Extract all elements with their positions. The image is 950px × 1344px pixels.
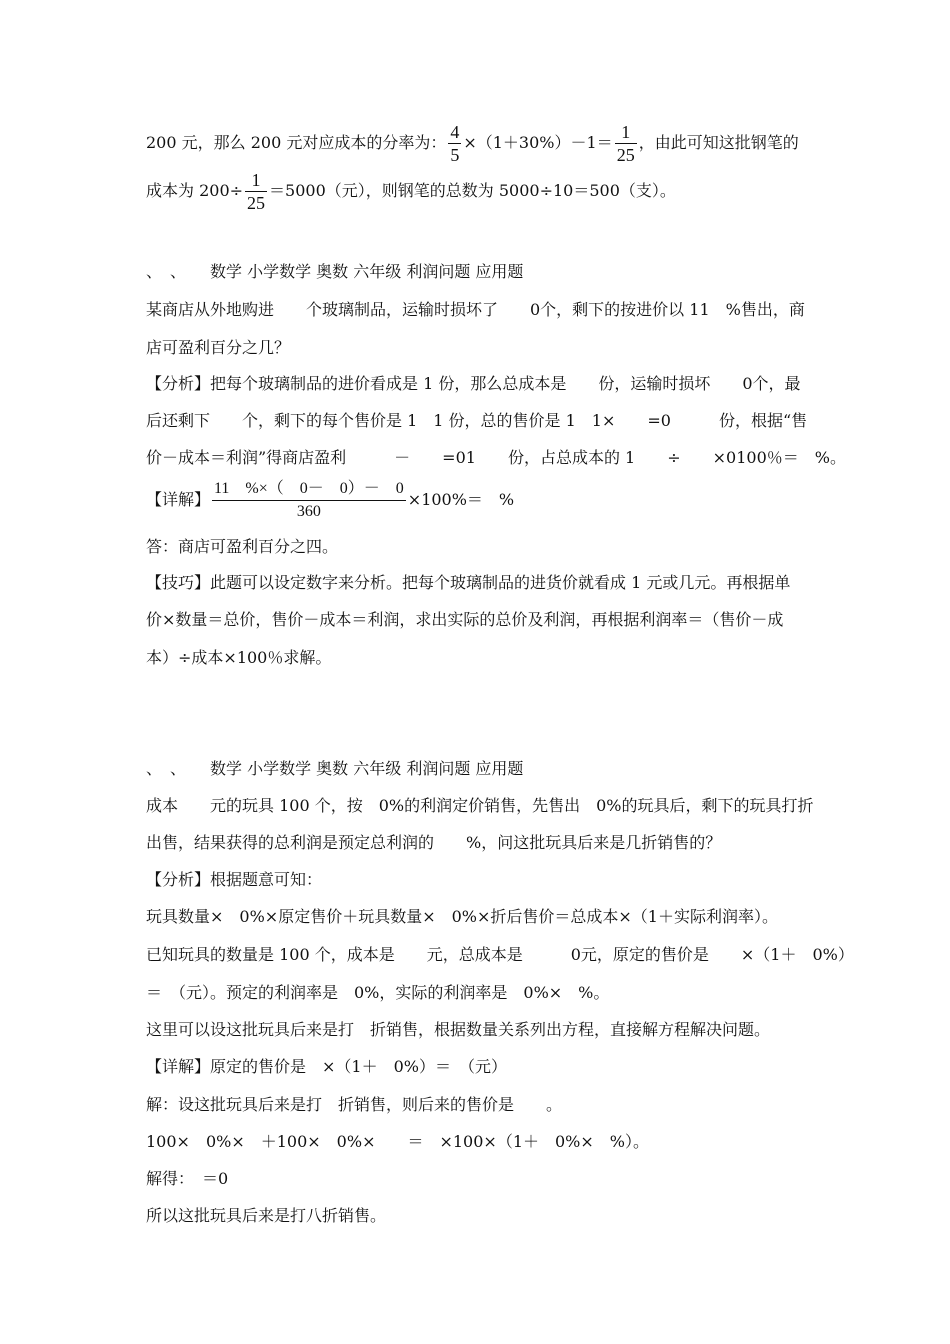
q2-detail-line-3: 100× 0%× ＋100× 0%× ＝ ×100×（1＋ 0%× %）。 [146, 1132, 649, 1151]
q2-tags: 、 、 数学 小学数学 奥数 六年级 利润问题 应用题 [146, 759, 524, 778]
q2-question-line-2: 出售，结果获得的总利润是预定总利润的 %，问这批玩具后来是几折销售的？ [146, 833, 722, 852]
q1-tip-line-3: 本）÷成本×100％求解。 [146, 648, 332, 667]
q2-detail-line-4: 解得： ＝0 [146, 1169, 229, 1188]
q1-analysis-line-3: 价－成本＝利润”得商店盈利 － =01 份，占总成本的 1 ÷ ×0100％＝ %。 [146, 448, 846, 467]
q2-analysis-line-2: 已知玩具的数量是 100 个，成本是 元，总成本是 0元，原定的售价是 ×（1＋ 0%） [146, 945, 854, 964]
text: ＝5000（元），则钢笔的总数为 5000÷10＝500（支）。 [269, 181, 676, 200]
q1-analysis-line-1: 【分析】把每个玻璃制品的进价看成是 1 份，那么总成本是 份，运输时损坏 0个，最 [146, 374, 801, 393]
fraction-4-5: $\frac{4}{5}$ [450, 122, 460, 165]
q2-analysis-head: 【分析】根据题意可知： [146, 870, 323, 889]
q2-detail-line-5: 所以这批玩具后来是打八折销售。 [146, 1206, 387, 1225]
q2-analysis-line-3: ＝ （元）。预定的利润率是 0%，实际的利润率是 0%× %。 [146, 983, 610, 1002]
text: 200 元，那么 200 元对应成本的分率为： [146, 133, 447, 152]
q1-analysis-line-2: 后还剩下 个，剩下的每个售价是 1 1 份，总的售价是 1 1× =0 份，根据“售 [146, 411, 808, 430]
text: 成本为 200÷ [146, 181, 244, 200]
detail-label: 【详解】 [146, 490, 211, 509]
q2-analysis-line-1: 玩具数量× 0%×原定售价＋玩具数量× 0%×折后售价＝总成本×（1＋实际利润率）。 [146, 907, 778, 926]
q2-detail-line-2: 解：设这批玩具后来是打 折销售，则后来的售价是 。 [146, 1095, 563, 1114]
detail-fraction: $\frac{11 \%\times( 0- 0)- 0}{360}$ [214, 480, 404, 520]
q2-analysis-line-4: 这里可以设这批玩具后来是打 折销售，根据数量关系列出方程，直接解方程解决问题。 [146, 1020, 771, 1039]
q1-question-line-2: 店可盈利百分之几？ [146, 338, 291, 357]
q1-question-line-1: 某商店从外地购进 个玻璃制品，运输时损坏了 0个，剩下的按进价以 11 %售出，商 [146, 300, 805, 319]
q1-tip-line-1: 【技巧】此题可以设定数字来分析。把每个玻璃制品的进货价就看成 1 元或几元。再根据单 [146, 573, 791, 592]
q1-tags: 、 、 数学 小学数学 奥数 六年级 利润问题 应用题 [146, 262, 524, 281]
q1-detail [146, 476, 514, 524]
prev-line-2 [146, 166, 676, 216]
q1-tip-line-2: 价×数量＝总价，售价－成本＝利润，求出实际的总价及利润，再根据利润率＝（售价－成 [146, 610, 784, 629]
q2-detail-line-1: 【详解】原定的售价是 ×（1＋ 0%）＝ （元） [146, 1057, 507, 1076]
text: ，由此可知这批钢笔的 [638, 133, 799, 152]
text: ×（1＋30%）－1＝ [463, 133, 613, 152]
text: ×100%＝ % [407, 490, 515, 509]
q2-question-line-1: 成本 元的玩具 100 个，按 0%的利润定价销售，先售出 0%的玩具后，剩下的玩具打折 [146, 796, 814, 815]
q1-answer: 答：商店可盈利百分之四。 [146, 537, 339, 556]
fraction-1-25: $\frac{1}{25}$ [616, 122, 635, 165]
fraction-1-25: $\frac{1}{25}$ [247, 170, 266, 213]
prev-line-1 [146, 118, 799, 168]
